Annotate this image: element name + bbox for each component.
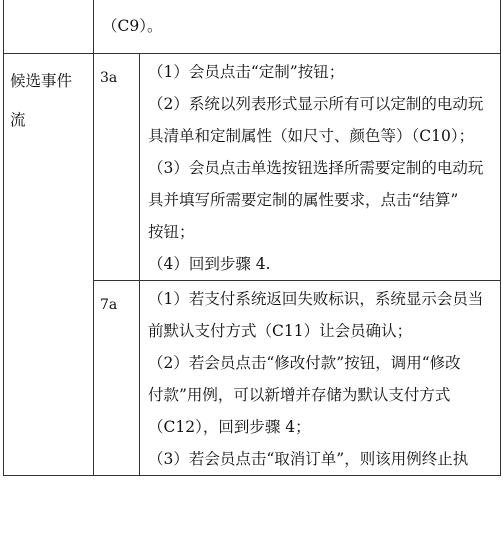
empty-cell — [4, 0, 94, 54]
table-row — [4, 0, 501, 54]
step-line: （2）若会员点击“修改付款”按钮，调用“修改 — [148, 354, 461, 372]
step-line: （1）会员点击“定制”按钮； — [148, 63, 345, 81]
use-case-table — [3, 0, 501, 476]
table-row — [4, 54, 501, 281]
step-content-cell — [140, 54, 501, 281]
step-line: （C12），回到步骤 4； — [148, 418, 311, 436]
step-id: 3a — [100, 70, 118, 86]
step-line: 具并填写所需要定制的属性要求，点击“结算” — [148, 191, 459, 209]
step-line: （4）回到步骤 4. — [148, 255, 271, 273]
step-line: 前默认支付方式（C11）让会员确认； — [148, 322, 413, 340]
section-label-cell — [4, 54, 94, 476]
step-id: 7a — [100, 297, 118, 313]
continuation-text: （C9）。 — [102, 17, 163, 35]
continuation-cell — [94, 0, 501, 54]
step-line: （3）若会员点击“取消订单”，则该用例终止执 — [148, 450, 469, 468]
section-label-line1: 候选事件 — [10, 72, 73, 90]
section-label-line2: 流 — [10, 111, 26, 129]
step-id-cell — [94, 281, 140, 476]
step-content-cell — [140, 281, 501, 476]
step-line: （1）若支付系统返回失败标识，系统显示会员当 — [148, 290, 484, 308]
step-line: （2）系统以列表形式显示所有可以定制的电动玩 — [148, 95, 484, 113]
step-line: 按钮； — [148, 223, 195, 241]
step-line: （3）会员点击单选按钮选择所需要定制的电动玩 — [148, 159, 484, 177]
step-id-cell — [94, 54, 140, 281]
step-line: 付款”用例，可以新增并存储为默认支付方式 — [148, 386, 451, 404]
step-line: 具清单和定制属性（如尺寸、颜色等）（C10）； — [148, 127, 475, 145]
